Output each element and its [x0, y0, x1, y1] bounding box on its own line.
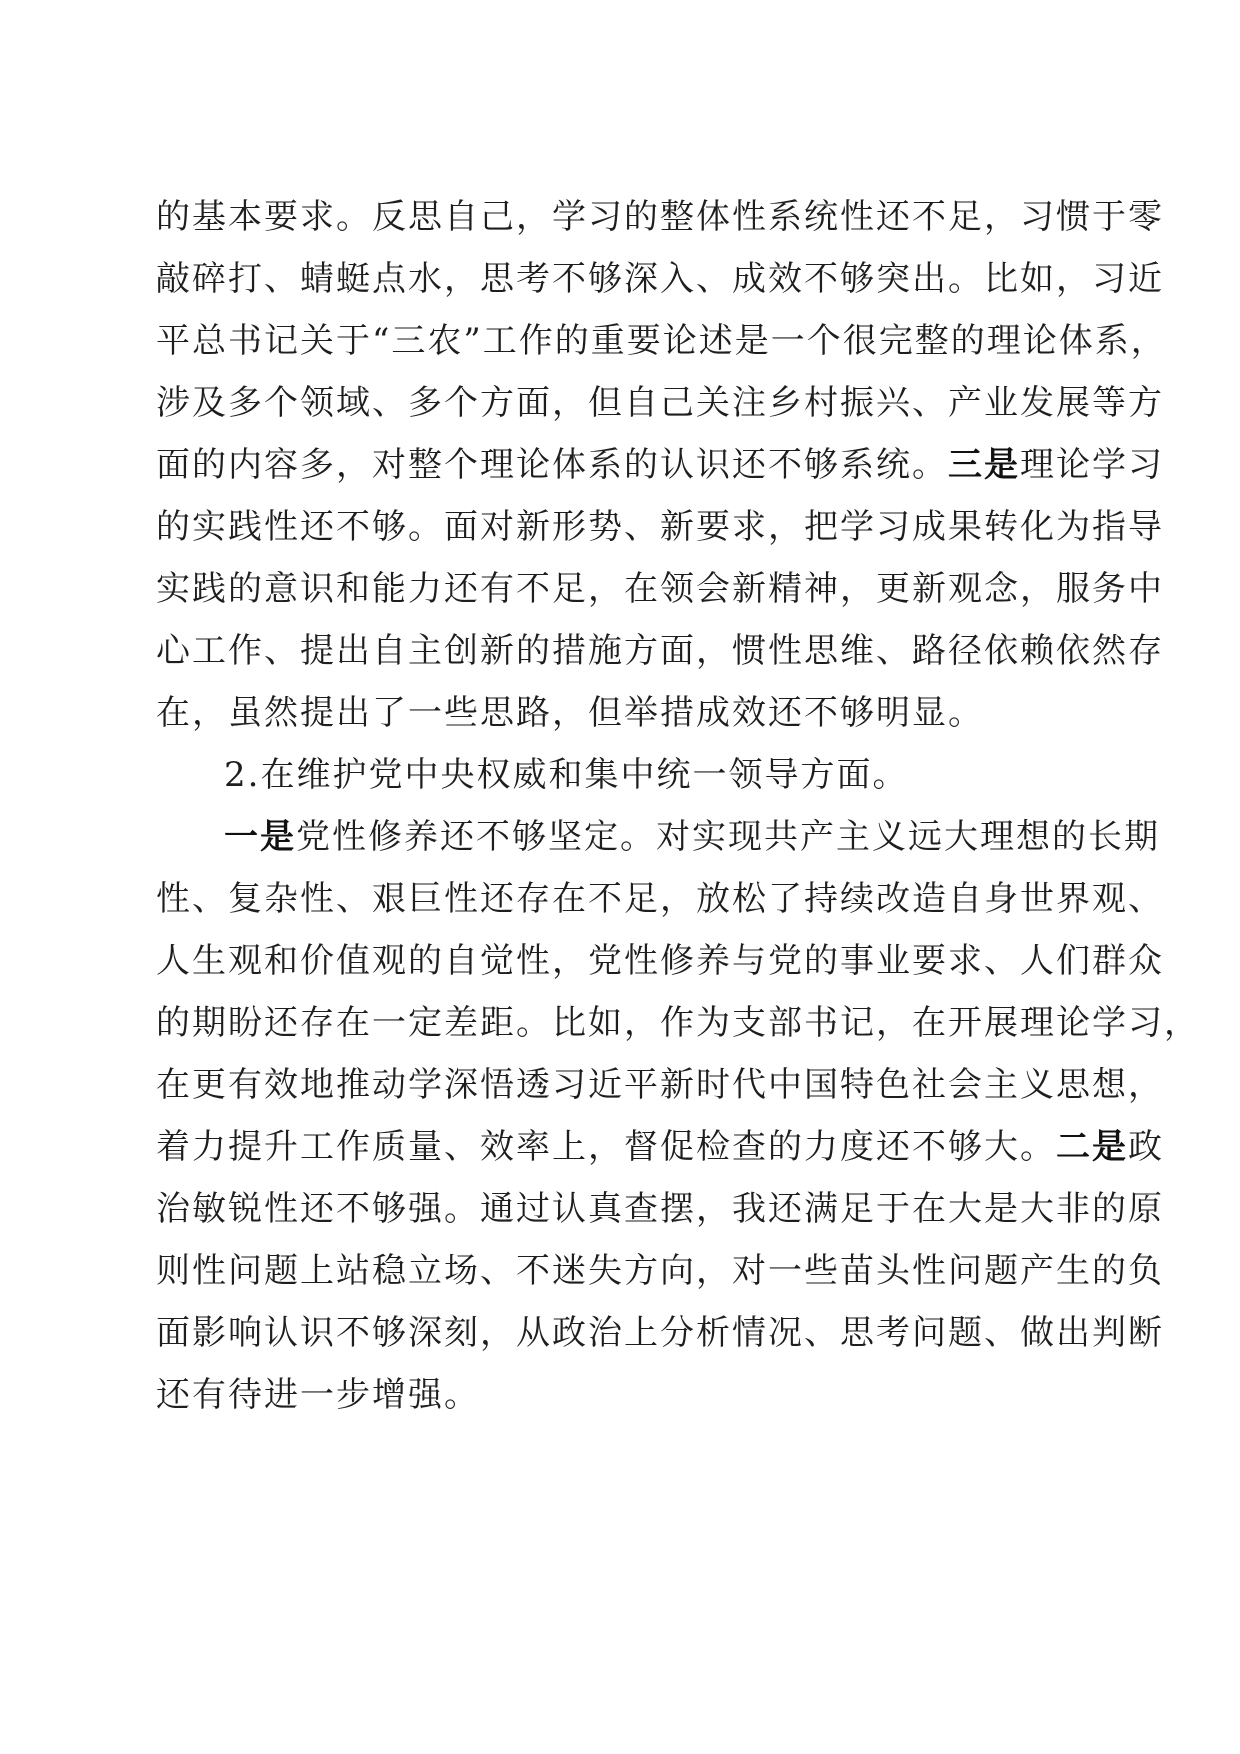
text-segment: 在，虽然提出了一些思路，但举措成效还不够明显。: [156, 693, 984, 733]
bold-lead-phrase: 三是: [948, 445, 1020, 485]
text-segment: 面的内容多，对整个理论体系的认识还不够系统。: [156, 445, 948, 485]
bold-lead-phrase: 一是: [224, 817, 296, 857]
document-body: [156, 186, 1200, 1426]
text-segment: 理论学习: [1020, 445, 1164, 485]
text-segment: 在更有效地推动学深悟透习近平新时代中国特色社会主义思想，: [156, 1065, 1164, 1105]
text-line: [156, 930, 1164, 992]
text-segment: 治敏锐性还不够强。通过认真查摆，我还满足于在大是大非的原: [156, 1189, 1164, 1229]
text-segment: 的期盼还存在一定差距。比如，作为支部书记，在开展理论学习，: [156, 1003, 1200, 1043]
text-segment: 着力提升工作质量、效率上，督促检查的力度还不够大。: [156, 1127, 1056, 1167]
text-line: [156, 1240, 1164, 1302]
text-line: [156, 1364, 1081, 1426]
text-segment: 敲碎打、蜻蜓点水，思考不够深入、成效不够突出。比如，习近: [156, 259, 1164, 299]
text-segment: 性、复杂性、艰巨性还存在不足，放松了持续改造自身世界观、: [156, 879, 1164, 919]
text-segment: 的基本要求。反思自己，学习的整体性系统性还不足，习惯于零: [156, 197, 1164, 237]
text-segment: 平总书记关于“三农”工作的重要论述是一个很完整的理论体系，: [156, 321, 1167, 361]
text-segment: 心工作、提出自主创新的措施方面，惯性思维、路径依赖依然存: [156, 631, 1164, 671]
text-line: [156, 186, 1164, 248]
text-line: [156, 372, 1164, 434]
text-line: [156, 558, 1164, 620]
text-line: [156, 1302, 1164, 1364]
text-line: [156, 620, 1164, 682]
text-line: [156, 682, 1081, 744]
text-line: [156, 1116, 1164, 1178]
text-line: [156, 434, 1164, 496]
text-line: [156, 1178, 1164, 1240]
text-segment: 面影响认识不够深刻，从政治上分析情况、思考问题、做出判断: [156, 1313, 1164, 1353]
text-line: [156, 806, 1160, 868]
text-segment: 人生观和价值观的自觉性，党性修养与党的事业要求、人们群众: [156, 941, 1164, 981]
text-line: [156, 868, 1164, 930]
text-segment: 的实践性还不够。面对新形势、新要求，把学习成果转化为指导: [156, 507, 1164, 547]
text-segment: 2.在维护党中央权威和集中统一领导方面。: [224, 755, 909, 795]
text-segment: 党性修养还不够坚定。对实现共产主义远大理想的长期: [296, 817, 1160, 857]
text-segment: 还有待进一步增强。: [156, 1375, 480, 1415]
text-segment: 政: [1128, 1127, 1164, 1167]
text-line: [156, 992, 1200, 1054]
text-line: [156, 496, 1164, 558]
text-segment: 则性问题上站稳立场、不迷失方向，对一些苗头性问题产生的负: [156, 1251, 1164, 1291]
text-line: [156, 248, 1164, 310]
text-line: [156, 1054, 1164, 1116]
text-line: [156, 744, 1081, 806]
bold-lead-phrase: 二是: [1056, 1127, 1128, 1167]
text-segment: 实践的意识和能力还有不足，在领会新精神，更新观念，服务中: [156, 569, 1164, 609]
text-line: [156, 310, 1167, 372]
text-segment: 涉及多个领域、多个方面，但自己关注乡村振兴、产业发展等方: [156, 383, 1164, 423]
